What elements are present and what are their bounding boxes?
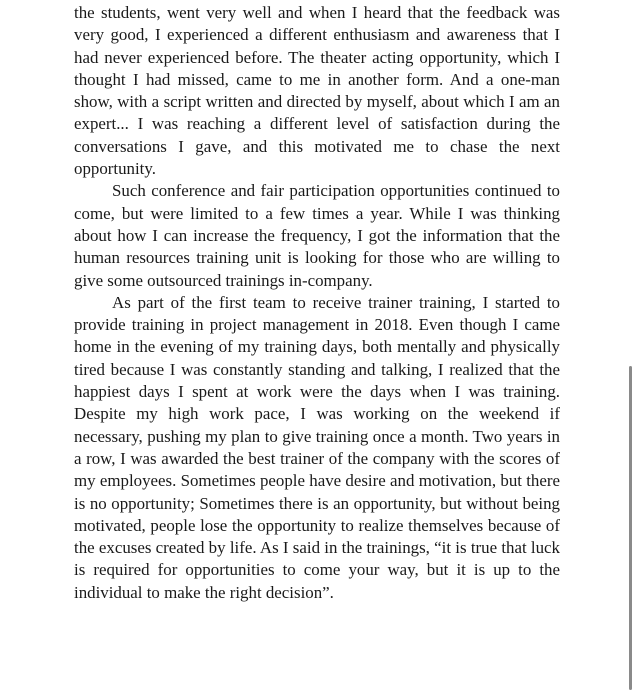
vertical-scrollbar[interactable] — [629, 366, 632, 690]
paragraph-2: Such conference and fair participation opportunities continued to come, but were limited to a few times a year. While I was thinking about how I can increase the frequency, I got the information that the human resources training unit is looking for those who are willing to give some outsourced trainings in-company. — [74, 181, 560, 290]
paragraph-1: the students, went very well and when I heard that the feedback was very good, I experienced a different enthusiasm and awareness that I had never experienced before. The theater acting opportunity, which I thought I had missed, came to me in another form. And a one-man show, with a script written and directed by myself, about which I am an expert... I was reaching a different level of satisfaction during the conversations I gave, and this motivated me to chase the next opportunity. — [74, 3, 560, 179]
document-page — [74, 2, 560, 604]
paragraph-3: As part of the first team to receive trainer training, I started to provide training in project management in 2018. Even though I came home in the evening of my training days, both mentally and physically tired because I was constantly standing and talking, I realized that the happiest days I spent at work were the days when I was training. Despite my high work pace, I was working on the weekend if necessary, pushing my plan to give training once a month. Two years in a row, I was awarded the best trainer of the company with the scores of my employees. Sometimes people have desire and motivation, but there is no opportunity; Sometimes there is an opportunity, but without being motivated, people lose the opportunity to realize themselves because of the excuses created by life. As I said in the trainings, “it is true that luck is required for opportunities to come your way, but it is up to the individual to make the right decision”. — [74, 292, 560, 602]
